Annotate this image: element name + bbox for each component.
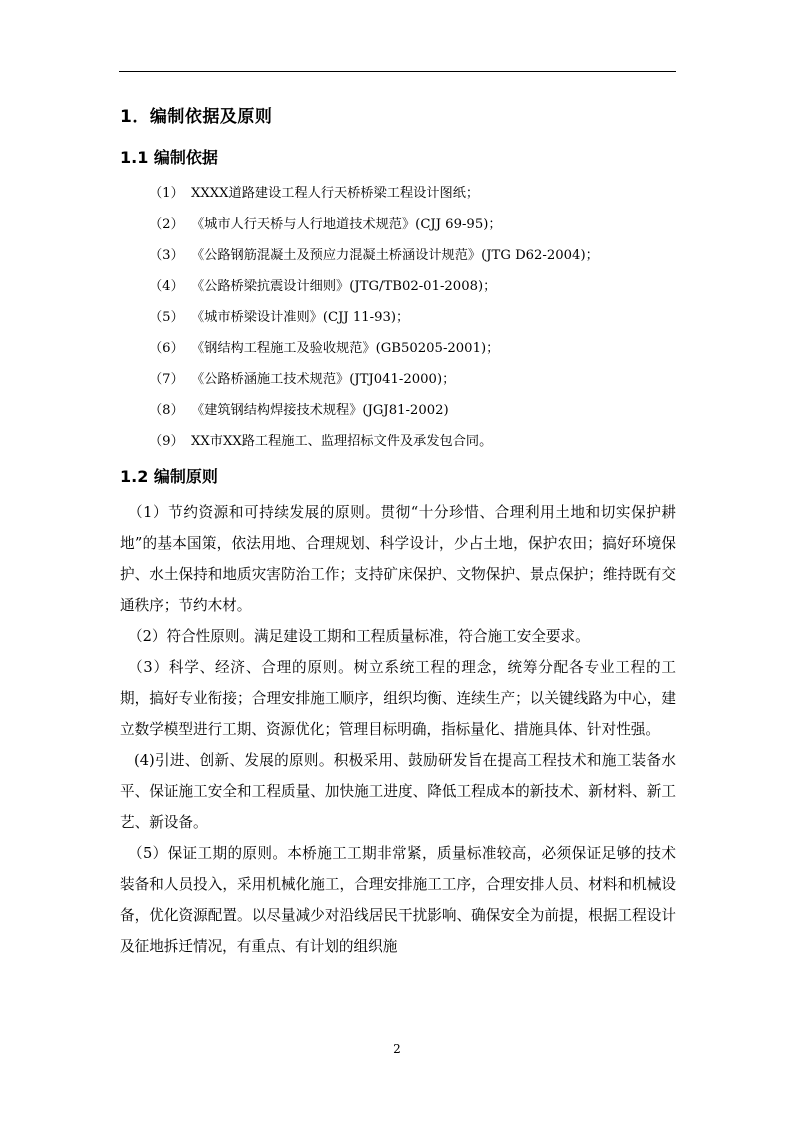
list-item xyxy=(120,209,676,240)
paragraph: （3）科学、经济、合理的原则。树立系统工程的理念，统筹分配各专业工程的工期，搞好专业衔接；合理安排施工顺序，组织均衡、连续生产；以关键线路为中心，建立数学模型进行工期、资源优化；管理目标明确，指标量化、措施具体、针对性强。 xyxy=(120,659,676,738)
list-item-number: （1） xyxy=(149,186,184,201)
subsection-title-principles: 1.2 编制原则 xyxy=(120,467,218,486)
basis-list xyxy=(120,178,676,457)
list-item-number: （4） xyxy=(149,279,184,294)
list-item-text: 《公路钢筋混凝土及预应力混凝土桥涵设计规范》(JTG D62-2004)； xyxy=(191,248,599,263)
list-item-text: XXXX道路建设工程人行天桥桥梁工程设计图纸； xyxy=(191,186,480,201)
list-item xyxy=(120,302,676,333)
page-number: 2 xyxy=(393,1042,401,1056)
list-item-text: XX市XX路工程施工、监理招标文件及承发包合同。 xyxy=(191,434,493,449)
paragraph: （2）符合性原则。满足建设工期和工程质量标准，符合施工安全要求。 xyxy=(128,628,590,645)
list-item xyxy=(120,364,676,395)
list-item-number: （2） xyxy=(149,217,184,232)
list-item xyxy=(120,426,676,457)
list-item-text: 《公路桥梁抗震设计细则》(JTG/TB02-01-2008)； xyxy=(191,279,497,294)
list-item xyxy=(120,333,676,364)
document-body xyxy=(120,96,676,962)
list-item-text: 《城市人行天桥与人行地道技术规范》(CJJ 69-95)； xyxy=(191,217,502,232)
section-title: 1．编制依据及原则 xyxy=(120,107,273,127)
paragraph: （5）保证工期的原则。本桥施工工期非常紧，质量标准较高，必须保证足够的技术装备和人员投入，采用机械化施工，合理安排施工工序，合理安排人员、材料和机械设备，优化资源配置。以尽量减少对沿线居民干扰影响、确保安全为前提，根据工程设计及征地拆迁情况，有重点、有计划的组织施 xyxy=(120,845,676,955)
subsection-title-basis: 1.1 编制依据 xyxy=(120,148,218,167)
paragraph: （1）节约资源和可持续发展的原则。贯彻“十分珍惜、合理利用土地和切实保护耕地”的基本国策，依法用地、合理规划、科学设计，少占土地，保护农田；搞好环境保护、水土保持和地质灾害防治工作；支持矿床保护、文物保护、景点保护；维持既有交通秩序；节约木材。 xyxy=(120,504,676,614)
list-item-text: 《城市桥梁设计准则》(CJJ 11-93)； xyxy=(191,310,410,325)
list-item xyxy=(120,395,676,426)
list-item-text: 《公路桥涵施工技术规范》(JTJ041-2000)； xyxy=(191,372,456,387)
list-item-number: （7） xyxy=(149,372,184,387)
list-item-text: 《钢结构工程施工及验收规范》(GB50205-2001)； xyxy=(191,341,500,356)
header-rule xyxy=(119,71,676,72)
list-item-number: （6） xyxy=(149,341,184,356)
list-item-number: （8） xyxy=(149,403,184,418)
list-item-number: （5） xyxy=(149,310,184,325)
list-item-number: （9） xyxy=(149,434,184,449)
list-item xyxy=(120,178,676,209)
paragraph: (4)引进、创新、发展的原则。积极采用、鼓励研发旨在提高工程技术和施工装备水平、保证施工安全和工程质量、加快施工进度、降低工程成本的新技术、新材料、新工艺、新设备。 xyxy=(120,752,676,831)
list-item xyxy=(120,271,676,302)
list-item xyxy=(120,240,676,271)
list-item-text: 《建筑钢结构焊接技术规程》(JGJ81-2002) xyxy=(191,403,449,418)
list-item-number: （3） xyxy=(149,248,184,263)
